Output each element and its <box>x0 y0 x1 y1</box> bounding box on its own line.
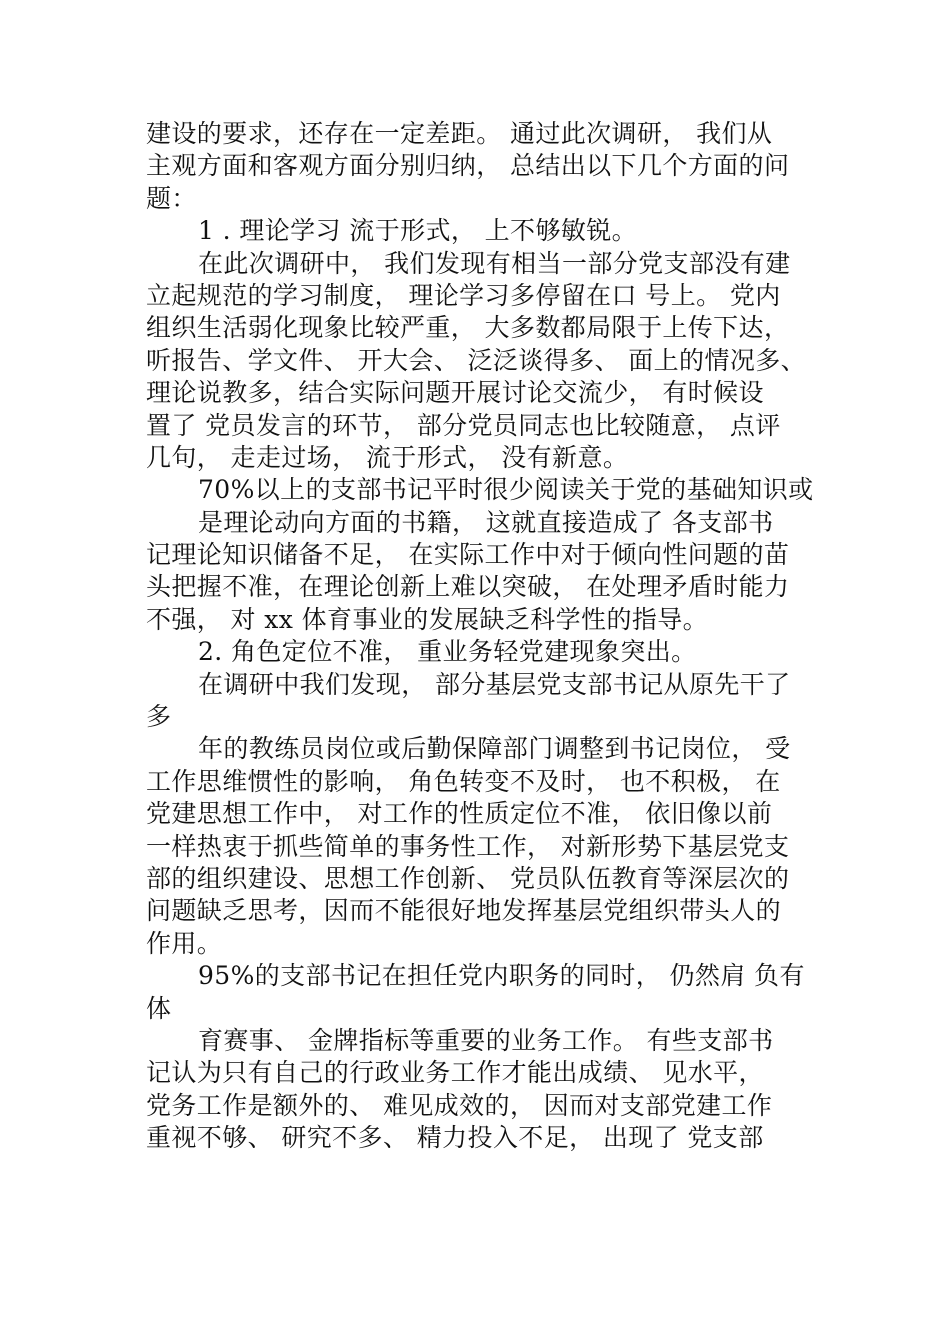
text-line: 1 . 理论学习 流于形式， 上不够敏锐。 <box>198 216 638 246</box>
text-line: 置了 党员发言的环节， 部分党员同志也比较随意， 点评 <box>146 410 781 440</box>
text-line: 育赛事、 金牌指标等重要的业务工作。 有些支部书 <box>198 1025 774 1055</box>
text-line: 党建思想工作中， 对工作的性质定位不准， 依旧像以前 <box>146 799 773 829</box>
text-line: 是理论动向方面的书籍， 这就直接造成了 各支部书 <box>198 507 774 537</box>
text-line: 建设的要求，还存在一定差距。 通过此次调研， 我们从 <box>146 119 773 148</box>
text-line: 听报告、学文件、 开大会、 泛泛谈得多、 面上的情况多、 <box>146 345 807 375</box>
text-line: 头把握不准，在理论创新上难以突破， 在处理矛盾时能力 <box>146 572 790 602</box>
text-line: 组织生活弱化现象比较严重， 大多数都局限于上传下达， <box>146 313 790 343</box>
text-line: 题： <box>146 183 197 213</box>
text-line: 2. 角色定位不准， 重业务轻党建现象突出。 <box>198 637 697 667</box>
text-line: 主观方面和客观方面分别归纳， 总结出以下几个方面的问 <box>146 151 790 181</box>
text-line: 作用。 <box>146 928 223 958</box>
text-line: 理论说教多，结合实际问题开展讨论交流少， 有时候设 <box>146 378 764 408</box>
text-line: 部的组织建设、思想工作创新、 党员队伍教育等深层次的 <box>146 863 790 893</box>
document-body <box>146 118 814 1155</box>
text-line: 几句， 走走过场， 流于形式， 没有新意。 <box>146 442 629 472</box>
text-line: 70%以上的支部书记平时很少阅读关于党的基础知识或 <box>198 475 814 505</box>
text-line: 95%的支部书记在担任党内职务的同时， 仍然肩 负有 <box>198 961 805 991</box>
text-line: 记认为只有自己的行政业务工作才能出成绩、 见水平， <box>146 1058 764 1088</box>
text-line: 立起规范的学习制度， 理论学习多停留在口 号上。 党内 <box>146 280 781 310</box>
text-line: 党务工作是额外的、 难见成效的， 因而对支部党建工作 <box>146 1090 773 1120</box>
text-line: 在调研中我们发现， 部分基层党支部书记从原先干了 <box>198 669 791 699</box>
text-line: 记理论知识储备不足， 在实际工作中对于倾向性问题的苗 <box>146 540 790 570</box>
text-line: 重视不够、 研究不多、 精力投入不足， 出现了 党支部 <box>146 1123 764 1153</box>
text-line: 年的教练员岗位或后勤保障部门调整到书记岗位， 受 <box>198 734 791 764</box>
text-line: 不强， 对 xx 体育事业的发展缺乏科学性的指导。 <box>146 604 709 634</box>
text-line: 一样热衷于抓些简单的事务性工作， 对新形势下基层党支 <box>146 831 790 861</box>
text-line: 工作思维惯性的影响， 角色转变不及时， 也不积极， 在 <box>146 766 781 796</box>
text-line: 体 <box>146 993 172 1023</box>
text-line: 多 <box>146 702 172 732</box>
text-line: 在此次调研中， 我们发现有相当一部分党支部没有建 <box>198 248 791 278</box>
text-line: 问题缺乏思考，因而不能很好地发挥基层党组织带头人的 <box>146 896 782 926</box>
